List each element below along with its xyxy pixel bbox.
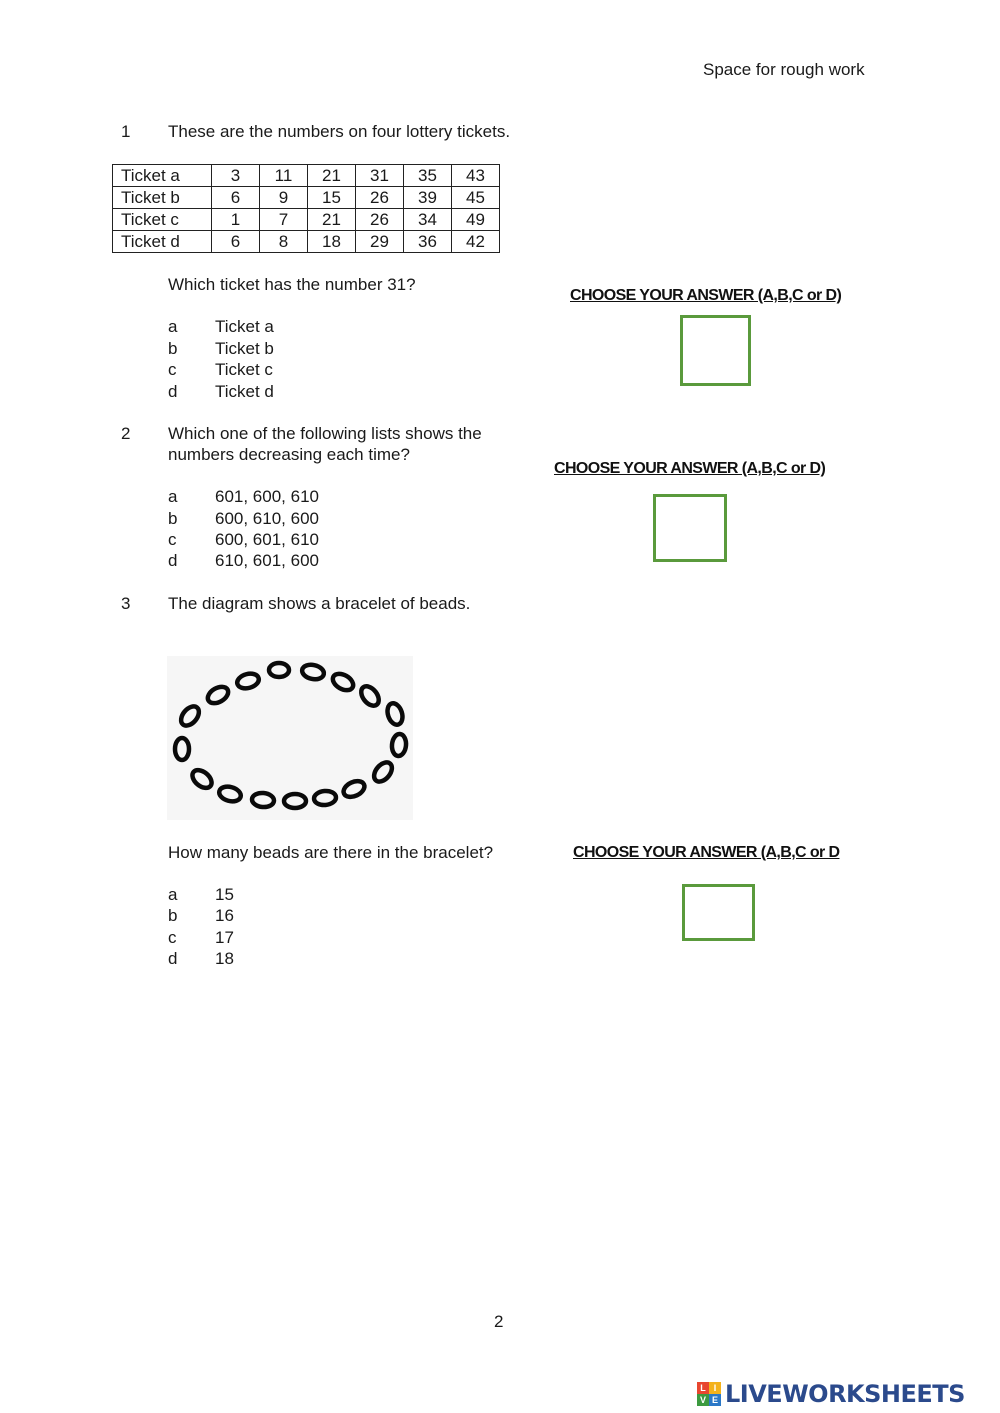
ticket-number-cell: 49 (452, 209, 500, 231)
ticket-number-cell: 26 (356, 187, 404, 209)
ticket-number-cell: 39 (404, 187, 452, 209)
option-letter: c (168, 360, 177, 379)
bead-icon (178, 703, 203, 729)
option-letter: b (168, 339, 178, 358)
option-letter: b (168, 906, 178, 925)
logo-letter-i: I (709, 1382, 721, 1394)
ticket-number-cell: 34 (404, 209, 452, 231)
question-2-prompt-line1: Which one of the following lists shows the (168, 424, 482, 443)
liveworksheets-logo-icon (697, 1382, 721, 1406)
option-text: Ticket a (215, 317, 274, 336)
question-3-intro: The diagram shows a bracelet of beads. (168, 594, 471, 613)
ticket-number-cell: 42 (452, 231, 500, 253)
ticket-number-cell: 6 (212, 187, 260, 209)
option-text: Ticket c (215, 360, 273, 379)
ticket-number-cell: 7 (260, 209, 308, 231)
question-3-answer-box[interactable] (682, 884, 755, 941)
option-text: 600, 601, 610 (215, 530, 319, 549)
option-text: 16 (215, 906, 234, 925)
option-text: 18 (215, 949, 234, 968)
question-3-number: 3 (121, 594, 131, 613)
bracelet-beads (175, 663, 407, 808)
ticket-number-cell: 29 (356, 231, 404, 253)
question-3-choose-label: CHOOSE YOUR ANSWER (A,B,C or D (573, 844, 840, 861)
ticket-number-cell: 43 (452, 165, 500, 187)
option-letter: c (168, 530, 177, 549)
option-letter: d (168, 382, 178, 401)
bead-icon (371, 759, 396, 785)
ticket-number-cell: 21 (308, 165, 356, 187)
bead-icon (385, 701, 405, 726)
ticket-number-cell: 45 (452, 187, 500, 209)
ticket-number-cell: 6 (212, 231, 260, 253)
question-1-number: 1 (121, 122, 131, 141)
brand-name: LIVEWORKSHEETS (725, 1380, 965, 1408)
page-number: 2 (494, 1312, 504, 1331)
option-text: Ticket d (215, 382, 274, 401)
question-2-choose-label: CHOOSE YOUR ANSWER (A,B,C or D) (554, 460, 826, 477)
bead-icon (218, 784, 243, 803)
option-text: 610, 601, 600 (215, 551, 319, 570)
option-text: Ticket b (215, 339, 274, 358)
bead-icon (313, 790, 336, 806)
bracelet-diagram (167, 656, 413, 820)
ticket-number-cell: 8 (260, 231, 308, 253)
ticket-number-cell: 36 (404, 231, 452, 253)
ticket-row (113, 231, 500, 253)
bead-icon (269, 663, 289, 677)
question-1-answer-box[interactable] (680, 315, 751, 386)
bead-icon (251, 792, 274, 808)
question-3-prompt: How many beads are there in the bracelet? (168, 843, 494, 862)
option-text: 600, 610, 600 (215, 509, 319, 528)
ticket-number-cell: 18 (308, 231, 356, 253)
option-text: 601, 600, 610 (215, 487, 319, 506)
option-letter: d (168, 949, 178, 968)
option-letter: c (168, 928, 177, 947)
question-1-intro: These are the numbers on four lottery tickets. (168, 122, 511, 141)
question-2-answer-box[interactable] (653, 494, 727, 562)
ticket-number-cell: 15 (308, 187, 356, 209)
ticket-number-cell: 11 (260, 165, 308, 187)
bead-icon (189, 767, 215, 792)
ticket-label-cell: Ticket a (113, 165, 212, 187)
ticket-number-cell: 35 (404, 165, 452, 187)
ticket-number-cell: 3 (212, 165, 260, 187)
bead-icon (236, 671, 261, 690)
option-letter: a (168, 487, 178, 506)
question-2-prompt-line2: numbers decreasing each time? (168, 445, 410, 464)
option-letter: b (168, 509, 178, 528)
liveworksheets-brand (697, 1378, 965, 1410)
question-1-prompt: Which ticket has the number 31? (168, 275, 416, 294)
question-1-choose-label: CHOOSE YOUR ANSWER (A,B,C or D) (570, 287, 842, 304)
bead-icon (284, 794, 306, 808)
bead-icon (330, 670, 356, 693)
logo-letter-e: E (709, 1394, 721, 1406)
bead-icon (391, 733, 407, 756)
question-2-number: 2 (121, 424, 131, 443)
ticket-row (113, 209, 500, 231)
ticket-label-cell: Ticket b (113, 187, 212, 209)
bead-icon (341, 778, 367, 800)
option-text: 17 (215, 928, 234, 947)
option-letter: a (168, 885, 178, 904)
ticket-number-cell: 1 (212, 209, 260, 231)
ticket-number-cell: 26 (356, 209, 404, 231)
logo-letter-v: V (697, 1394, 709, 1406)
option-letter: d (168, 551, 178, 570)
rough-work-label: Space for rough work (703, 60, 865, 79)
ticket-row (113, 187, 500, 209)
logo-letter-l: L (697, 1382, 709, 1394)
bead-icon (205, 683, 231, 706)
option-letter: a (168, 317, 178, 336)
bead-icon (175, 738, 189, 760)
bead-icon (358, 683, 383, 709)
ticket-label-cell: Ticket d (113, 231, 212, 253)
ticket-number-cell: 31 (356, 165, 404, 187)
option-text: 15 (215, 885, 234, 904)
lottery-tickets-table (112, 164, 500, 253)
bead-icon (301, 663, 325, 681)
ticket-row (113, 165, 500, 187)
ticket-number-cell: 9 (260, 187, 308, 209)
ticket-number-cell: 21 (308, 209, 356, 231)
ticket-label-cell: Ticket c (113, 209, 212, 231)
